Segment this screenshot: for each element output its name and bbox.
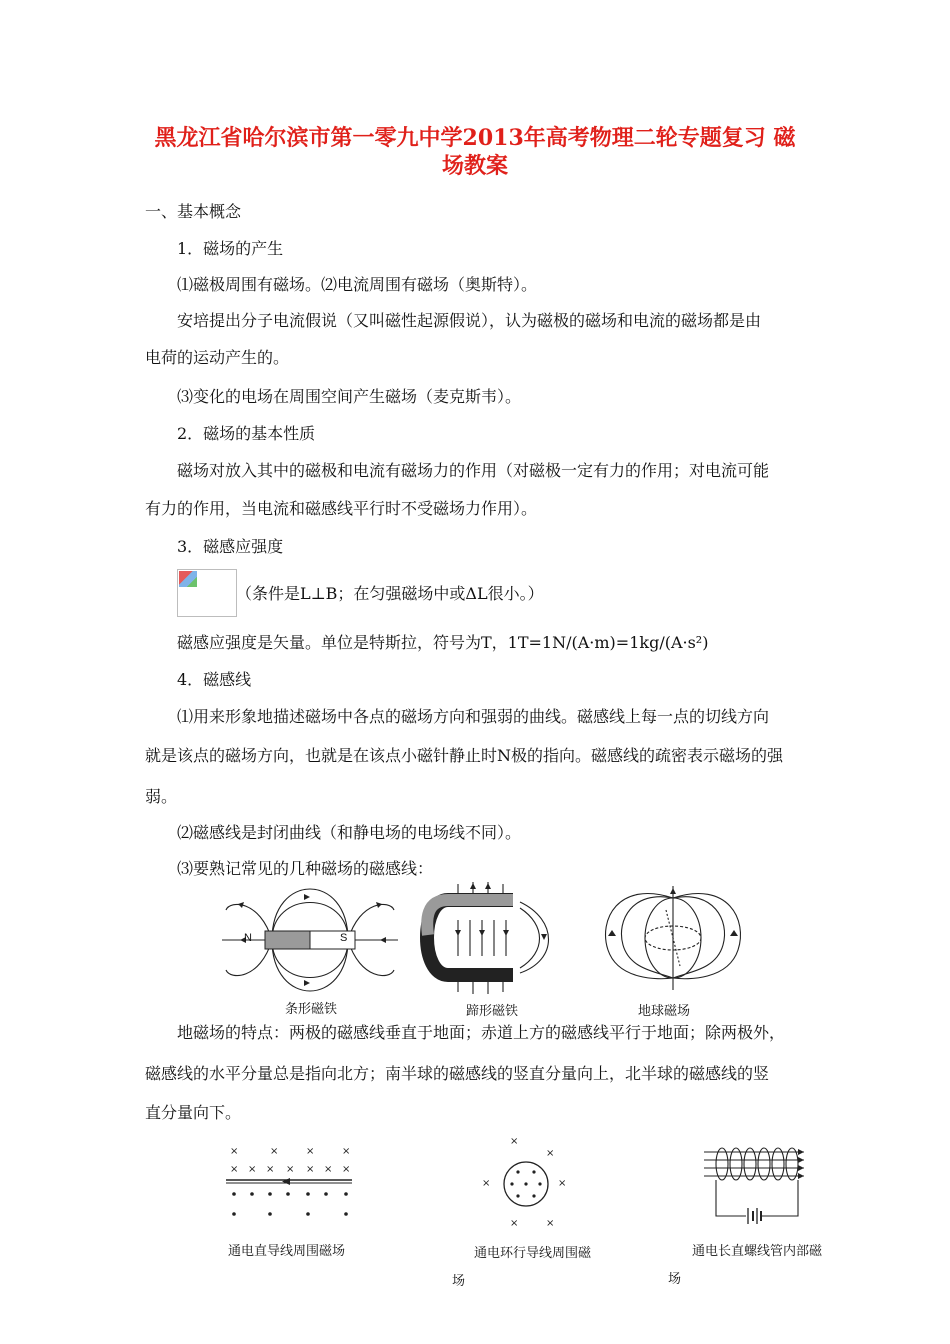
paragraph: 直分量向下。	[145, 1103, 242, 1122]
svg-text:×: ×	[510, 1136, 519, 1147]
paragraph: 磁场对放入其中的磁极和电流有磁场力的作用（对磁极一定有力的作用；对电流可能	[177, 461, 770, 480]
earth-magnetic-field-diagram	[598, 880, 748, 1000]
svg-text:×: ×	[270, 1146, 279, 1157]
svg-text:×: ×	[306, 1164, 315, 1175]
svg-text:×: ×	[342, 1164, 351, 1175]
earth-field-caption: 地球磁场	[638, 1004, 691, 1019]
ring-current-caption-line2: 场	[452, 1274, 466, 1289]
paragraph: 弱。	[145, 787, 178, 806]
svg-text:×: ×	[230, 1146, 239, 1157]
paragraph: 有力的作用，当电流和磁感线平行时不受磁场力作用）。	[145, 499, 538, 518]
svg-text:×: ×	[482, 1178, 491, 1189]
svg-text:×: ×	[266, 1164, 275, 1175]
paragraph: 地磁场的特点：两极的磁感线垂直于地面；赤道上方的磁感线平行于地面；除两极外，	[177, 1023, 786, 1042]
svg-text:×: ×	[286, 1164, 295, 1175]
paragraph: 电荷的运动产生的。	[145, 348, 290, 367]
paragraph: ⑵磁感线是封闭曲线（和静电场的电场线不同）。	[177, 823, 522, 842]
svg-text:×: ×	[558, 1178, 567, 1189]
document-title-line1: 黑龙江省哈尔滨市第一零九中学2013年高考物理二轮专题复习 磁	[154, 125, 796, 151]
paragraph: 磁感应强度是矢量。单位是特斯拉，符号为T，1T=1N/(A·m)=1kg/(A·s²)	[177, 633, 709, 652]
svg-text:×: ×	[546, 1148, 555, 1159]
paragraph: 就是该点的磁场方向，也就是在该点小磁针静止时N极的指向。磁感线的疏密表示磁场的强	[145, 746, 784, 765]
svg-text:×: ×	[306, 1146, 315, 1157]
straight-wire-field-diagram	[222, 1140, 362, 1220]
svg-text:×: ×	[248, 1164, 257, 1175]
bar-magnet-caption: 条形磁铁	[285, 1002, 338, 1017]
svg-text:×: ×	[510, 1218, 519, 1229]
paragraph: ⑶变化的电场在周围空间产生磁场（麦克斯韦）。	[177, 387, 522, 406]
solenoid-caption-line1: 通电长直螺线管内部磁	[692, 1244, 823, 1259]
formula-image-placeholder	[177, 569, 237, 617]
document-title-line2: 场教案	[441, 153, 508, 179]
straight-wire-caption: 通电直导线周围磁场	[228, 1244, 346, 1259]
horseshoe-magnet-field-diagram	[418, 880, 558, 1000]
bar-magnet-s-pole: S	[340, 932, 348, 944]
solenoid-caption-line2: 场	[668, 1272, 682, 1287]
bar-magnet-n-pole: N	[244, 932, 252, 944]
paragraph: 磁感线的水平分量总是指向北方；南半球的磁感线的竖直分量向上，北半球的磁感线的竖	[145, 1064, 770, 1083]
subsection-heading: 2．磁场的基本性质	[177, 424, 316, 443]
solenoid-field-diagram	[700, 1138, 810, 1228]
subsection-heading: 1．磁场的产生	[177, 239, 284, 258]
condition-text: （条件是L⊥B；在匀强磁场中或ΔL很小。）	[236, 584, 544, 603]
broken-image-icon	[179, 571, 197, 587]
svg-text:×: ×	[324, 1164, 333, 1175]
section-heading: 一、基本概念	[145, 202, 242, 221]
ring-current-field-diagram	[478, 1134, 568, 1230]
svg-text:×: ×	[546, 1218, 555, 1229]
paragraph: ⑴用来形象地描述磁场中各点的磁场方向和强弱的曲线。磁感线上每一点的切线方向	[177, 707, 770, 726]
paragraph: ⑶要熟记常见的几种磁场的磁感线：	[177, 859, 434, 878]
svg-text:×: ×	[230, 1164, 239, 1175]
svg-text:×: ×	[342, 1146, 351, 1157]
paragraph: 安培提出分子电流假说（又叫磁性起源假说），认为磁极的磁场和电流的磁场都是由	[177, 311, 762, 330]
subsection-heading: 3．磁感应强度	[177, 537, 284, 556]
horseshoe-magnet-caption: 蹄形磁铁	[466, 1004, 519, 1019]
ring-current-caption-line1: 通电环行导线周围磁	[474, 1246, 592, 1261]
subsection-heading: 4．磁感线	[177, 670, 252, 689]
paragraph: ⑴磁极周围有磁场。⑵电流周围有磁场（奥斯特）。	[177, 275, 538, 294]
